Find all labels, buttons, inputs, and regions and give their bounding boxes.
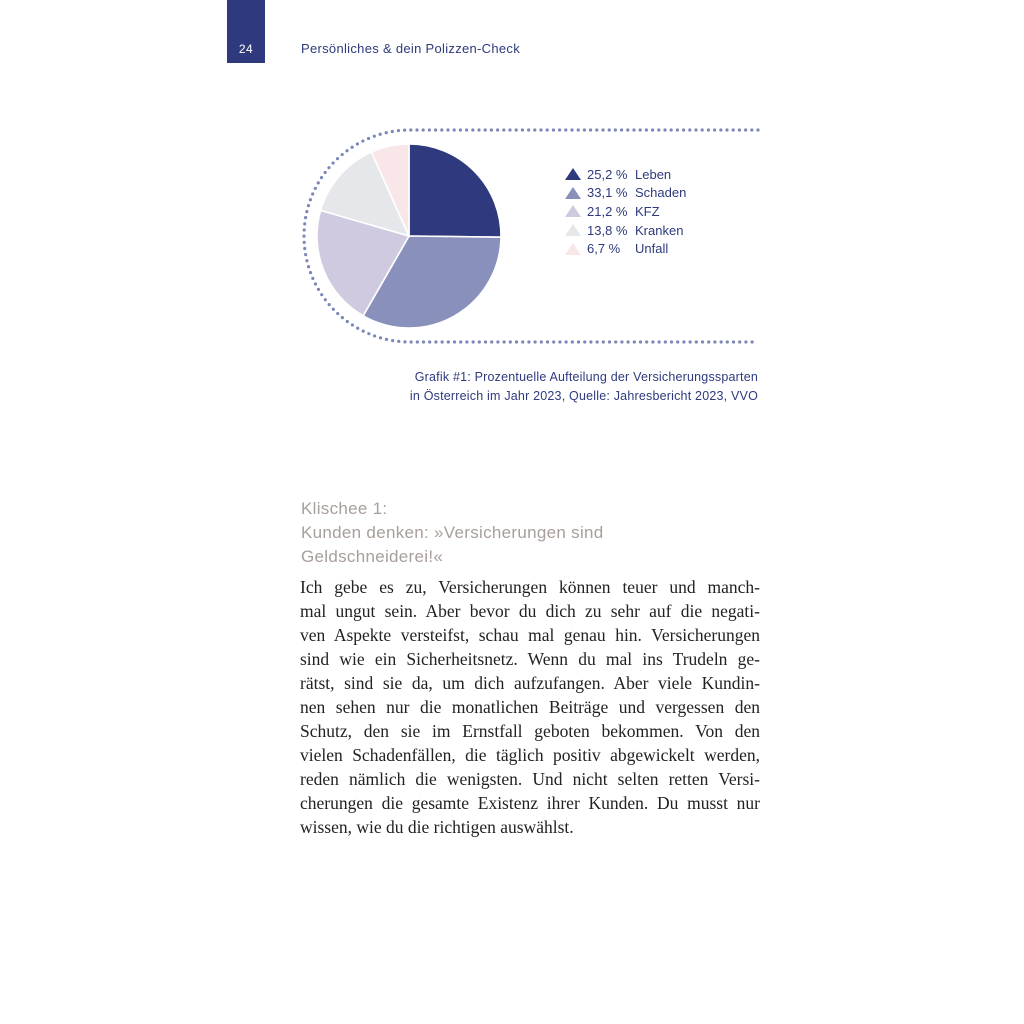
legend-value: 33,1 %	[587, 185, 628, 201]
body-line: sind wie ein Sicherheitsnetz. Wenn du mal ins Trudeln ge-	[300, 649, 760, 669]
legend-item-schaden	[562, 184, 686, 203]
legend-value: 13,8 %	[587, 222, 628, 238]
page-number-tab	[227, 0, 265, 63]
body-line: cherungen die gesamte Existenz ihrer Kunden. Du musst nur	[300, 793, 760, 813]
heading-line: Kunden denken: »Versicherungen sind	[301, 523, 604, 542]
legend-label: Schaden	[635, 185, 687, 201]
pie-slice-leben	[409, 144, 501, 237]
legend-label: KFZ	[635, 203, 660, 219]
legend-value: 6,7 %	[587, 241, 621, 257]
legend-value: 21,2 %	[587, 203, 628, 219]
body-line: reden nämlich die wenigsten. Und nicht selten retten Versi-	[300, 769, 760, 789]
triangle-icon	[562, 204, 584, 218]
heading-line: Klischee 1:	[301, 499, 388, 518]
legend-label: Unfall	[635, 241, 669, 257]
legend-label: Leben	[635, 166, 672, 182]
triangle-icon	[562, 167, 584, 181]
body-paragraph	[300, 575, 760, 839]
body-line: mal ungut sein. Aber bevor du dich zu sehr auf die negati-	[300, 601, 760, 621]
heading-line: Geldschneiderei!«	[301, 547, 444, 566]
caption-line: in Österreich im Jahr 2023, Quelle: Jahresbericht 2023, VVO	[409, 389, 758, 403]
pie-chart	[290, 120, 770, 355]
body-line: nen sehen nur die monatlichen Beiträge und vergessen den	[300, 697, 760, 717]
triangle-icon	[562, 186, 584, 200]
body-line: Ich gebe es zu, Versicherungen können teuer und manch-	[300, 577, 760, 597]
legend-value: 25,2 %	[587, 166, 628, 182]
legend-item-kfz	[562, 202, 686, 221]
page-number: 24	[238, 42, 254, 56]
legend-label: Kranken	[635, 222, 684, 238]
body-line: vielen Schadenfällen, die täglich positiv abgewickelt werden,	[300, 745, 760, 765]
chart-caption	[410, 368, 758, 406]
triangle-icon	[562, 223, 584, 237]
body-line: Schutz, den sie im Ernstfall geboten bekommen. Von den	[300, 721, 760, 741]
running-title: Persönliches & dein Polizzen-Check	[301, 41, 521, 56]
legend-item-leben	[562, 165, 686, 184]
legend-item-unfall	[562, 239, 686, 258]
body-line: ven Aspekte versteifst, schau mal genau hin. Versicherungen	[300, 625, 760, 645]
body-line: wissen, wie du die richtigen auswählst.	[300, 817, 574, 837]
caption-line: Grafik #1: Prozentuelle Aufteilung der Versicherungssparten	[414, 370, 758, 384]
legend-item-kranken	[562, 221, 686, 240]
pie-slices	[317, 144, 501, 328]
section-heading	[301, 497, 761, 569]
body-line: rätst, sind sie da, um dich aufzufangen. Aber viele Kundin-	[300, 673, 760, 693]
triangle-icon	[562, 242, 584, 256]
chart-legend	[562, 165, 686, 258]
